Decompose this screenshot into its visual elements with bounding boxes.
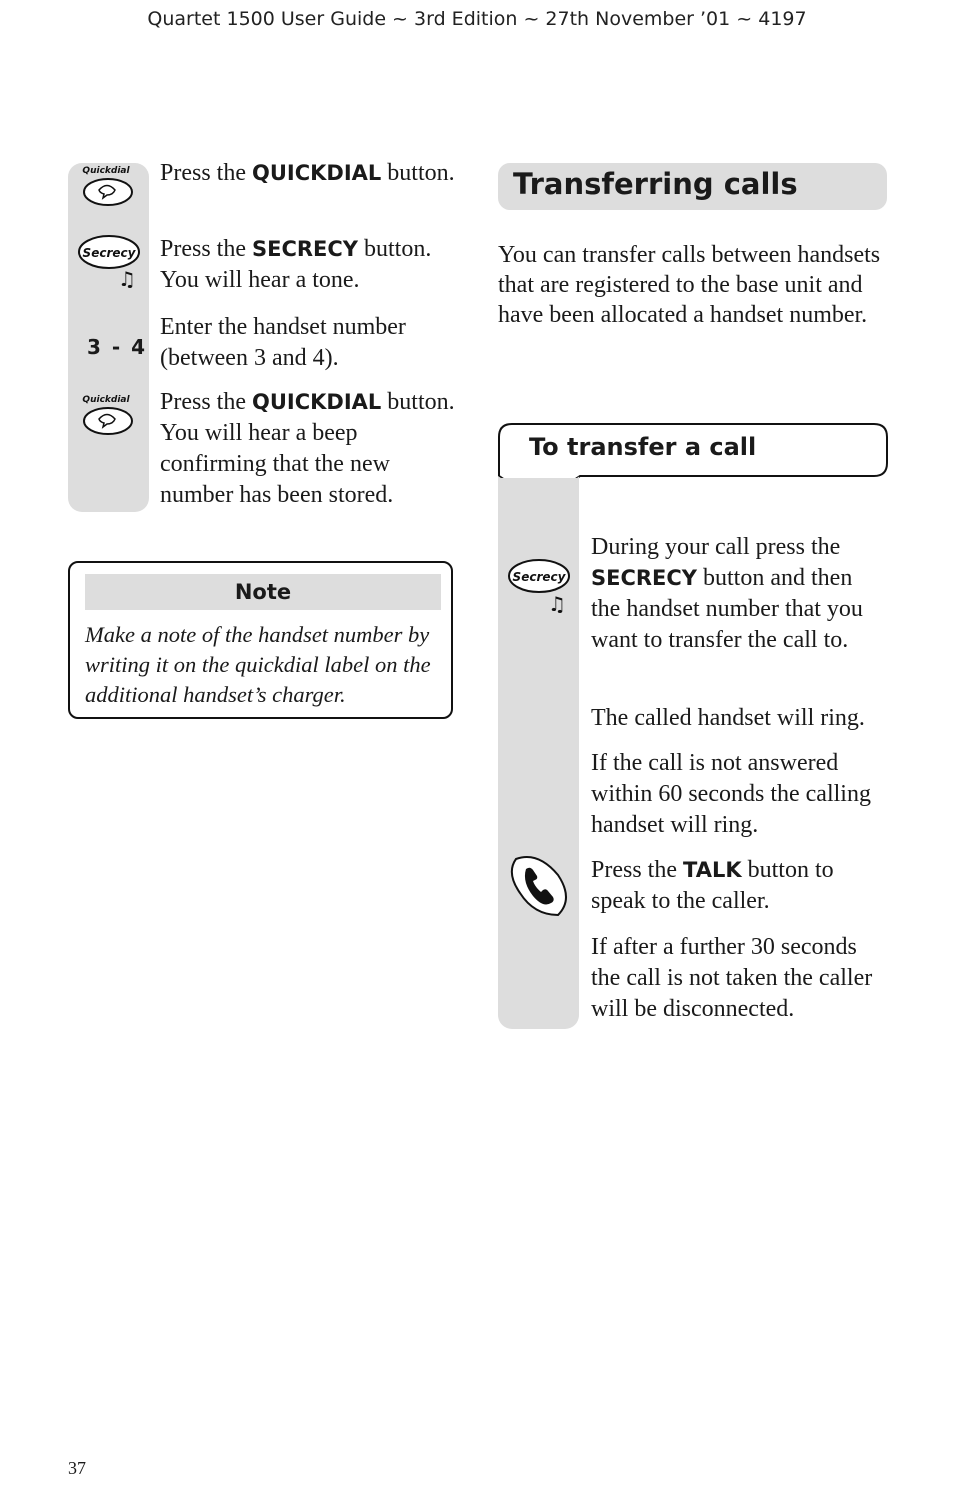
- transfer-step-3: If the call is not answered within 60 seconds the calling handset will ring.: [591, 750, 871, 838]
- talk-keyword: TALK: [683, 858, 742, 882]
- transfer-step-2: The called handset will ring.: [591, 705, 865, 731]
- callout-pointer-cover: [498, 476, 579, 506]
- quickdial-icon-label: Quickdial: [82, 395, 130, 405]
- quickdial-icon-label: Quickdial: [82, 166, 130, 176]
- secrecy-icon-label: Secrecy: [82, 246, 136, 260]
- talk-button-icon: [508, 855, 570, 924]
- note-text: Make a note of the handset number by writing it on the quickdial label on the additional handset’s charger.: [85, 622, 431, 707]
- note-box: [68, 561, 453, 719]
- note-title: Note: [85, 574, 441, 610]
- left-step-1: Press the QUICKDIAL button.: [160, 160, 455, 186]
- quickdial-button-icon: [78, 391, 138, 446]
- tone-icon: ♫: [548, 592, 566, 616]
- tone-icon: ♫: [118, 267, 136, 291]
- transfer-step-4: Press the TALK button to speak to the caller.: [591, 857, 834, 914]
- section-title-bar: [498, 163, 887, 210]
- section-intro: You can transfer calls between handsets that are registered to the base unit and have been allocated a handset number.: [498, 242, 881, 328]
- secrecy-icon-label: Secrecy: [512, 570, 566, 584]
- transfer-step-1: During your call press the SECRECY button and then the handset number that you want to transfer the call to.: [591, 534, 863, 653]
- quickdial-button-icon: [78, 162, 138, 217]
- page-number: 37: [68, 1458, 86, 1478]
- left-step-2: Press the SECRECY button. You will hear a tone.: [160, 236, 432, 293]
- left-step-3: Enter the handset number (between 3 and 4).: [160, 314, 406, 371]
- section-title: Transferring calls: [513, 167, 798, 201]
- page-header: Quartet 1500 User Guide ~ 3rd Edition ~ 27th November ’01 ~ 4197: [147, 8, 807, 30]
- handset-number-label: 3 - 4: [87, 335, 148, 359]
- left-step-4: Press the QUICKDIAL button. You will hear a beep confirming that the new number has been stored.: [160, 389, 455, 508]
- quickdial-keyword: QUICKDIAL: [252, 390, 382, 414]
- secrecy-button-icon: [76, 232, 146, 297]
- subheading: To transfer a call: [529, 433, 757, 461]
- transfer-step-5: If after a further 30 seconds the call is not taken the caller will be disconnected.: [591, 934, 873, 1022]
- quickdial-keyword: QUICKDIAL: [252, 161, 382, 185]
- secrecy-button-icon: [506, 558, 576, 623]
- secrecy-keyword: SECRECY: [252, 237, 359, 261]
- secrecy-keyword: SECRECY: [591, 566, 698, 590]
